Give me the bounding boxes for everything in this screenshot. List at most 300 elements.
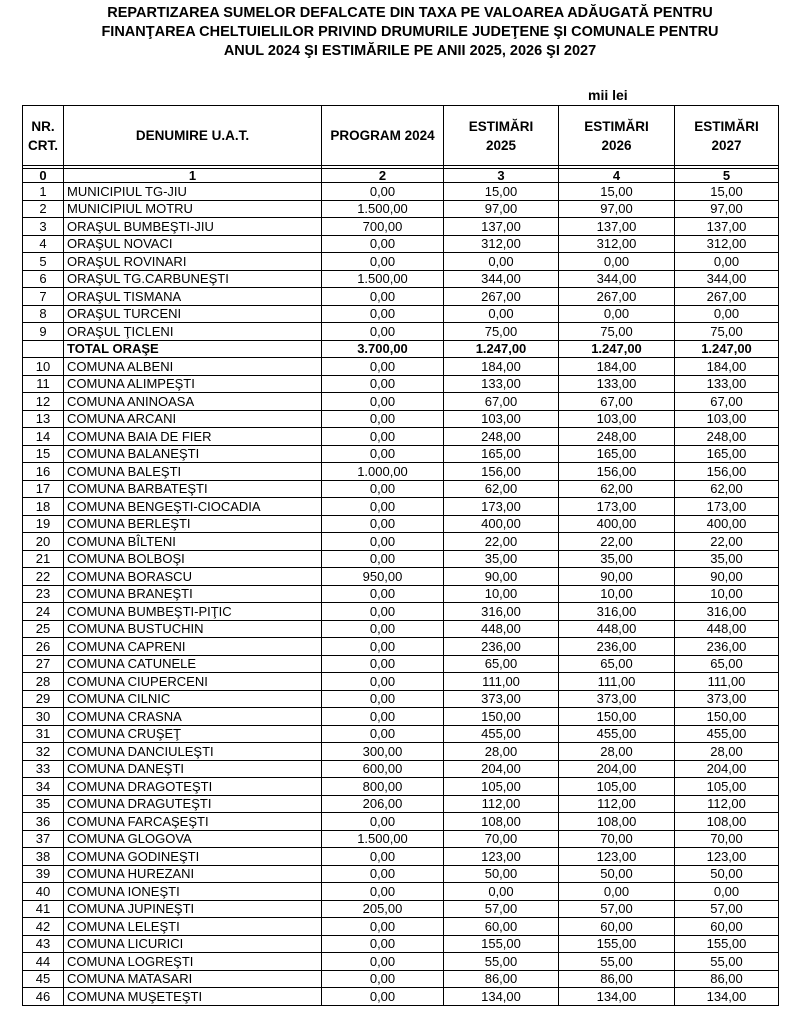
program-2024-cell: 600,00 <box>322 760 444 778</box>
header-estimari-2025: ESTIMĂRI 2025 <box>444 106 559 166</box>
program-2024-cell: 800,00 <box>322 778 444 796</box>
estimare-2025-cell: 150,00 <box>444 708 559 726</box>
table-row <box>23 690 779 708</box>
total-row <box>23 340 779 358</box>
program-2024-cell: 0,00 <box>322 428 444 446</box>
uat-name-cell: ORAŞUL ROVINARI <box>64 253 322 271</box>
program-2024-cell: 0,00 <box>322 848 444 866</box>
estimare-2026-cell: 103,00 <box>559 410 675 428</box>
estimare-2027-cell: 65,00 <box>675 655 779 673</box>
nr-crt-cell: 17 <box>23 480 64 498</box>
program-2024-cell: 0,00 <box>322 673 444 691</box>
estimare-2026-cell: 105,00 <box>559 778 675 796</box>
program-2024-cell: 0,00 <box>322 235 444 253</box>
table-row <box>23 603 779 621</box>
uat-name-cell: COMUNA BALEŞTI <box>64 463 322 481</box>
estimare-2025-cell: 50,00 <box>444 865 559 883</box>
table-row <box>23 620 779 638</box>
estimare-2026-cell: 50,00 <box>559 865 675 883</box>
uat-name-cell: ORAŞUL BUMBEŞTI-JIU <box>64 218 322 236</box>
estimare-2026-cell: 373,00 <box>559 690 675 708</box>
nr-crt-cell: 22 <box>23 568 64 586</box>
estimare-2026-cell: 184,00 <box>559 358 675 376</box>
estimare-2027-cell: 105,00 <box>675 778 779 796</box>
estimare-2027-cell: 165,00 <box>675 445 779 463</box>
table-row <box>23 970 779 988</box>
nr-crt-cell: 12 <box>23 393 64 411</box>
estimare-2026-cell: 28,00 <box>559 743 675 761</box>
table-row <box>23 918 779 936</box>
uat-name-cell: COMUNA DANCIULEŞTI <box>64 743 322 761</box>
estimare-2025-cell: 236,00 <box>444 638 559 656</box>
estimare-2025-cell: 455,00 <box>444 725 559 743</box>
uat-name-cell: COMUNA GODINEŞTI <box>64 848 322 866</box>
program-2024-cell: 0,00 <box>322 480 444 498</box>
program-2024-cell: 0,00 <box>322 410 444 428</box>
estimare-2026-cell: 111,00 <box>559 673 675 691</box>
table-row <box>23 463 779 481</box>
uat-name-cell: COMUNA DRAGOTEŞTI <box>64 778 322 796</box>
estimare-2025-cell: 1.247,00 <box>444 340 559 358</box>
nr-crt-cell: 35 <box>23 795 64 813</box>
estimare-2026-cell: 236,00 <box>559 638 675 656</box>
estimare-2026-cell: 62,00 <box>559 480 675 498</box>
program-2024-cell: 0,00 <box>322 253 444 271</box>
uat-name-cell: ORAŞUL TISMANA <box>64 288 322 306</box>
estimare-2025-cell: 373,00 <box>444 690 559 708</box>
uat-name-cell: TOTAL ORAŞE <box>64 340 322 358</box>
nr-crt-cell: 7 <box>23 288 64 306</box>
table-row <box>23 515 779 533</box>
nr-crt-cell: 28 <box>23 673 64 691</box>
estimare-2025-cell: 155,00 <box>444 935 559 953</box>
table-row <box>23 568 779 586</box>
estimare-2027-cell: 344,00 <box>675 270 779 288</box>
table-row <box>23 183 779 201</box>
uat-name-cell: ORAŞUL TURCENI <box>64 305 322 323</box>
program-2024-cell: 0,00 <box>322 638 444 656</box>
estimare-2025-cell: 103,00 <box>444 410 559 428</box>
estimare-2026-cell: 0,00 <box>559 305 675 323</box>
estimare-2026-cell: 156,00 <box>559 463 675 481</box>
program-2024-cell: 0,00 <box>322 708 444 726</box>
estimare-2027-cell: 10,00 <box>675 585 779 603</box>
estimare-2025-cell: 316,00 <box>444 603 559 621</box>
nr-crt-cell: 36 <box>23 813 64 831</box>
program-2024-cell: 1.000,00 <box>322 463 444 481</box>
estimare-2025-cell: 10,00 <box>444 585 559 603</box>
nr-crt-cell: 8 <box>23 305 64 323</box>
table-body <box>23 166 779 1006</box>
estimare-2026-cell: 0,00 <box>559 253 675 271</box>
uat-name-cell: COMUNA BOLBOŞI <box>64 550 322 568</box>
estimare-2026-cell: 35,00 <box>559 550 675 568</box>
estimare-2027-cell: 35,00 <box>675 550 779 568</box>
estimare-2025-cell: 133,00 <box>444 375 559 393</box>
program-2024-cell: 0,00 <box>322 918 444 936</box>
uat-name-cell: COMUNA HUREZANI <box>64 865 322 883</box>
nr-crt-cell: 4 <box>23 235 64 253</box>
estimare-2027-cell: 267,00 <box>675 288 779 306</box>
uat-name-cell: COMUNA MUŞETEŞTI <box>64 988 322 1006</box>
estimare-2025-cell: 90,00 <box>444 568 559 586</box>
table-row <box>23 725 779 743</box>
estimare-2025-cell: 62,00 <box>444 480 559 498</box>
uat-name-cell: MUNICIPIUL MOTRU <box>64 200 322 218</box>
estimare-2026-cell: 248,00 <box>559 428 675 446</box>
allocation-table <box>22 105 779 1006</box>
nr-crt-cell: 29 <box>23 690 64 708</box>
estimare-2027-cell: 86,00 <box>675 970 779 988</box>
uat-name-cell: MUNICIPIUL TG-JIU <box>64 183 322 201</box>
estimare-2027-cell: 184,00 <box>675 358 779 376</box>
estimare-2025-cell: 0,00 <box>444 253 559 271</box>
uat-name-cell: ORAŞUL TG.CARBUNEŞTI <box>64 270 322 288</box>
nr-crt-cell: 42 <box>23 918 64 936</box>
uat-name-cell: COMUNA CRUŞEŢ <box>64 725 322 743</box>
table-row <box>23 235 779 253</box>
table-row <box>23 585 779 603</box>
estimare-2025-cell: 173,00 <box>444 498 559 516</box>
estimare-2026-cell: 65,00 <box>559 655 675 673</box>
estimare-2026-cell: 70,00 <box>559 830 675 848</box>
title-line-1: REPARTIZAREA SUMELOR DEFALCATE DIN TAXA PE VALOAREA ADĂUGATĂ PENTRU <box>107 5 713 21</box>
program-2024-cell: 950,00 <box>322 568 444 586</box>
table-row <box>23 480 779 498</box>
uat-name-cell: COMUNA ARCANI <box>64 410 322 428</box>
estimare-2026-cell: 57,00 <box>559 900 675 918</box>
nr-crt-cell: 19 <box>23 515 64 533</box>
uat-name-cell: COMUNA LOGREŞTI <box>64 953 322 971</box>
estimare-2027-cell: 156,00 <box>675 463 779 481</box>
program-2024-cell: 1.500,00 <box>322 830 444 848</box>
estimare-2026-cell: 67,00 <box>559 393 675 411</box>
column-index-row <box>23 169 779 183</box>
program-2024-cell: 0,00 <box>322 813 444 831</box>
table-row <box>23 393 779 411</box>
table-row <box>23 883 779 901</box>
program-2024-cell: 0,00 <box>322 375 444 393</box>
uat-name-cell: COMUNA BERLEŞTI <box>64 515 322 533</box>
program-2024-cell: 0,00 <box>322 953 444 971</box>
uat-name-cell: ORAŞUL ŢICLENI <box>64 323 322 341</box>
estimare-2027-cell: 62,00 <box>675 480 779 498</box>
nr-crt-cell: 14 <box>23 428 64 446</box>
estimare-2027-cell: 75,00 <box>675 323 779 341</box>
table-row <box>23 655 779 673</box>
uat-name-cell: COMUNA GLOGOVA <box>64 830 322 848</box>
table-row <box>23 550 779 568</box>
header-program-2024: PROGRAM 2024 <box>322 106 444 166</box>
program-2024-cell: 0,00 <box>322 305 444 323</box>
program-2024-cell: 0,00 <box>322 288 444 306</box>
program-2024-cell: 206,00 <box>322 795 444 813</box>
table-row <box>23 375 779 393</box>
table-row <box>23 743 779 761</box>
estimare-2025-cell: 448,00 <box>444 620 559 638</box>
program-2024-cell: 700,00 <box>322 218 444 236</box>
program-2024-cell: 0,00 <box>322 533 444 551</box>
estimare-2026-cell: 55,00 <box>559 953 675 971</box>
table-row <box>23 253 779 271</box>
table-row <box>23 813 779 831</box>
estimare-2026-cell: 108,00 <box>559 813 675 831</box>
nr-crt-cell: 46 <box>23 988 64 1006</box>
estimare-2027-cell: 22,00 <box>675 533 779 551</box>
table-row <box>23 218 779 236</box>
estimare-2027-cell: 55,00 <box>675 953 779 971</box>
estimare-2025-cell: 156,00 <box>444 463 559 481</box>
uat-name-cell: COMUNA DRAGUTEŞTI <box>64 795 322 813</box>
estimare-2025-cell: 400,00 <box>444 515 559 533</box>
header-denumire-uat: DENUMIRE U.A.T. <box>64 106 322 166</box>
estimare-2026-cell: 10,00 <box>559 585 675 603</box>
estimare-2027-cell: 204,00 <box>675 760 779 778</box>
nr-crt-cell: 27 <box>23 655 64 673</box>
uat-name-cell: COMUNA BRANEŞTI <box>64 585 322 603</box>
nr-crt-cell: 37 <box>23 830 64 848</box>
estimare-2025-cell: 108,00 <box>444 813 559 831</box>
uat-name-cell: COMUNA ANINOASA <box>64 393 322 411</box>
table-row <box>23 200 779 218</box>
program-2024-cell: 0,00 <box>322 515 444 533</box>
estimare-2025-cell: 248,00 <box>444 428 559 446</box>
estimare-2026-cell: 316,00 <box>559 603 675 621</box>
estimare-2025-cell: 57,00 <box>444 900 559 918</box>
column-index-cell: 5 <box>675 169 779 183</box>
estimare-2027-cell: 67,00 <box>675 393 779 411</box>
estimare-2027-cell: 15,00 <box>675 183 779 201</box>
estimare-2026-cell: 448,00 <box>559 620 675 638</box>
program-2024-cell: 0,00 <box>322 865 444 883</box>
estimare-2026-cell: 75,00 <box>559 323 675 341</box>
estimare-2025-cell: 204,00 <box>444 760 559 778</box>
table-row <box>23 673 779 691</box>
estimare-2027-cell: 155,00 <box>675 935 779 953</box>
table-row <box>23 953 779 971</box>
estimare-2025-cell: 0,00 <box>444 883 559 901</box>
estimare-2025-cell: 0,00 <box>444 305 559 323</box>
table-row <box>23 848 779 866</box>
unit-label: mii lei <box>588 87 628 103</box>
estimare-2027-cell: 312,00 <box>675 235 779 253</box>
nr-crt-cell: 20 <box>23 533 64 551</box>
nr-crt-cell: 43 <box>23 935 64 953</box>
estimare-2026-cell: 123,00 <box>559 848 675 866</box>
estimare-2027-cell: 60,00 <box>675 918 779 936</box>
estimare-2027-cell: 137,00 <box>675 218 779 236</box>
estimare-2025-cell: 137,00 <box>444 218 559 236</box>
table-row <box>23 900 779 918</box>
uat-name-cell: COMUNA ALIMPEŞTI <box>64 375 322 393</box>
estimare-2025-cell: 15,00 <box>444 183 559 201</box>
table-row <box>23 428 779 446</box>
nr-crt-cell: 1 <box>23 183 64 201</box>
uat-name-cell: COMUNA CILNIC <box>64 690 322 708</box>
estimare-2026-cell: 22,00 <box>559 533 675 551</box>
estimare-2026-cell: 133,00 <box>559 375 675 393</box>
uat-name-cell: COMUNA BAIA DE FIER <box>64 428 322 446</box>
title-line-3: ANUL 2024 ŞI ESTIMĂRILE PE ANII 2025, 2026 ŞI 2027 <box>223 43 597 59</box>
nr-crt-cell: 30 <box>23 708 64 726</box>
nr-crt-cell: 34 <box>23 778 64 796</box>
program-2024-cell: 0,00 <box>322 620 444 638</box>
table-row <box>23 638 779 656</box>
program-2024-cell: 3.700,00 <box>322 340 444 358</box>
nr-crt-cell: 38 <box>23 848 64 866</box>
nr-crt-cell: 39 <box>23 865 64 883</box>
program-2024-cell: 0,00 <box>322 883 444 901</box>
table-row <box>23 760 779 778</box>
program-2024-cell: 0,00 <box>322 690 444 708</box>
estimare-2027-cell: 448,00 <box>675 620 779 638</box>
estimare-2027-cell: 316,00 <box>675 603 779 621</box>
table-row <box>23 935 779 953</box>
estimare-2025-cell: 55,00 <box>444 953 559 971</box>
estimare-2025-cell: 22,00 <box>444 533 559 551</box>
nr-crt-cell: 5 <box>23 253 64 271</box>
program-2024-cell: 0,00 <box>322 550 444 568</box>
estimare-2026-cell: 60,00 <box>559 918 675 936</box>
uat-name-cell: COMUNA BARBATEŞTI <box>64 480 322 498</box>
estimare-2025-cell: 344,00 <box>444 270 559 288</box>
estimare-2027-cell: 111,00 <box>675 673 779 691</box>
estimare-2025-cell: 28,00 <box>444 743 559 761</box>
uat-name-cell: COMUNA DANEŞTI <box>64 760 322 778</box>
uat-name-cell: COMUNA LICURICI <box>64 935 322 953</box>
uat-name-cell: ORAŞUL NOVACI <box>64 235 322 253</box>
column-index-cell: 4 <box>559 169 675 183</box>
program-2024-cell: 1.500,00 <box>322 200 444 218</box>
program-2024-cell: 0,00 <box>322 183 444 201</box>
program-2024-cell: 0,00 <box>322 445 444 463</box>
estimare-2025-cell: 105,00 <box>444 778 559 796</box>
nr-crt-cell: 44 <box>23 953 64 971</box>
uat-name-cell: COMUNA IONEŞTI <box>64 883 322 901</box>
uat-name-cell: COMUNA BÎLTENI <box>64 533 322 551</box>
estimare-2027-cell: 103,00 <box>675 410 779 428</box>
estimare-2026-cell: 134,00 <box>559 988 675 1006</box>
program-2024-cell: 0,00 <box>322 603 444 621</box>
program-2024-cell: 0,00 <box>322 498 444 516</box>
table-row <box>23 795 779 813</box>
estimare-2027-cell: 108,00 <box>675 813 779 831</box>
estimare-2027-cell: 112,00 <box>675 795 779 813</box>
header-nr-crt: NR. CRT. <box>23 106 64 166</box>
nr-crt-cell <box>23 340 64 358</box>
uat-name-cell: COMUNA CRASNA <box>64 708 322 726</box>
program-2024-cell: 0,00 <box>322 585 444 603</box>
nr-crt-cell: 2 <box>23 200 64 218</box>
estimare-2025-cell: 60,00 <box>444 918 559 936</box>
estimare-2027-cell: 1.247,00 <box>675 340 779 358</box>
estimare-2027-cell: 0,00 <box>675 305 779 323</box>
estimare-2026-cell: 137,00 <box>559 218 675 236</box>
estimare-2027-cell: 134,00 <box>675 988 779 1006</box>
table-row <box>23 708 779 726</box>
estimare-2027-cell: 123,00 <box>675 848 779 866</box>
nr-crt-cell: 10 <box>23 358 64 376</box>
nr-crt-cell: 21 <box>23 550 64 568</box>
estimare-2026-cell: 173,00 <box>559 498 675 516</box>
estimare-2026-cell: 150,00 <box>559 708 675 726</box>
estimare-2025-cell: 65,00 <box>444 655 559 673</box>
nr-crt-cell: 33 <box>23 760 64 778</box>
program-2024-cell: 300,00 <box>322 743 444 761</box>
nr-crt-cell: 11 <box>23 375 64 393</box>
nr-crt-cell: 3 <box>23 218 64 236</box>
document-title <box>40 4 780 61</box>
estimare-2025-cell: 267,00 <box>444 288 559 306</box>
uat-name-cell: COMUNA BALANEŞTI <box>64 445 322 463</box>
nr-crt-cell: 31 <box>23 725 64 743</box>
estimare-2027-cell: 97,00 <box>675 200 779 218</box>
program-2024-cell: 0,00 <box>322 393 444 411</box>
estimare-2026-cell: 400,00 <box>559 515 675 533</box>
header-estimari-2026: ESTIMĂRI 2026 <box>559 106 675 166</box>
column-index-cell: 1 <box>64 169 322 183</box>
estimare-2025-cell: 35,00 <box>444 550 559 568</box>
program-2024-cell: 0,00 <box>322 358 444 376</box>
program-2024-cell: 0,00 <box>322 725 444 743</box>
estimare-2026-cell: 97,00 <box>559 200 675 218</box>
estimare-2025-cell: 111,00 <box>444 673 559 691</box>
nr-crt-cell: 23 <box>23 585 64 603</box>
estimare-2026-cell: 15,00 <box>559 183 675 201</box>
uat-name-cell: COMUNA BORASCU <box>64 568 322 586</box>
estimare-2025-cell: 70,00 <box>444 830 559 848</box>
nr-crt-cell: 6 <box>23 270 64 288</box>
table-row <box>23 288 779 306</box>
table-row <box>23 410 779 428</box>
nr-crt-cell: 26 <box>23 638 64 656</box>
estimare-2026-cell: 155,00 <box>559 935 675 953</box>
table-row <box>23 830 779 848</box>
program-2024-cell: 205,00 <box>322 900 444 918</box>
estimare-2025-cell: 312,00 <box>444 235 559 253</box>
title-line-2: FINANŢAREA CHELTUIELILOR PRIVIND DRUMURILE JUDEŢENE ŞI COMUNALE PENTRU <box>101 24 719 40</box>
uat-name-cell: COMUNA FARCAŞEŞTI <box>64 813 322 831</box>
estimare-2025-cell: 184,00 <box>444 358 559 376</box>
header-row <box>23 106 779 166</box>
program-2024-cell: 0,00 <box>322 970 444 988</box>
estimare-2025-cell: 123,00 <box>444 848 559 866</box>
nr-crt-cell: 25 <box>23 620 64 638</box>
table-row <box>23 270 779 288</box>
program-2024-cell: 1.500,00 <box>322 270 444 288</box>
uat-name-cell: COMUNA CAPRENI <box>64 638 322 656</box>
estimare-2025-cell: 134,00 <box>444 988 559 1006</box>
estimare-2027-cell: 236,00 <box>675 638 779 656</box>
uat-name-cell: COMUNA ALBENI <box>64 358 322 376</box>
estimare-2027-cell: 90,00 <box>675 568 779 586</box>
nr-crt-cell: 13 <box>23 410 64 428</box>
program-2024-cell: 0,00 <box>322 655 444 673</box>
nr-crt-cell: 40 <box>23 883 64 901</box>
column-index-cell: 2 <box>322 169 444 183</box>
uat-name-cell: COMUNA BUSTUCHIN <box>64 620 322 638</box>
nr-crt-cell: 16 <box>23 463 64 481</box>
header-estimari-2027: ESTIMĂRI 2027 <box>675 106 779 166</box>
nr-crt-cell: 45 <box>23 970 64 988</box>
estimare-2027-cell: 400,00 <box>675 515 779 533</box>
estimare-2027-cell: 28,00 <box>675 743 779 761</box>
estimare-2025-cell: 112,00 <box>444 795 559 813</box>
column-index-cell: 0 <box>23 169 64 183</box>
table-row <box>23 533 779 551</box>
uat-name-cell: COMUNA BUMBEŞTI-PIŢIC <box>64 603 322 621</box>
estimare-2026-cell: 344,00 <box>559 270 675 288</box>
